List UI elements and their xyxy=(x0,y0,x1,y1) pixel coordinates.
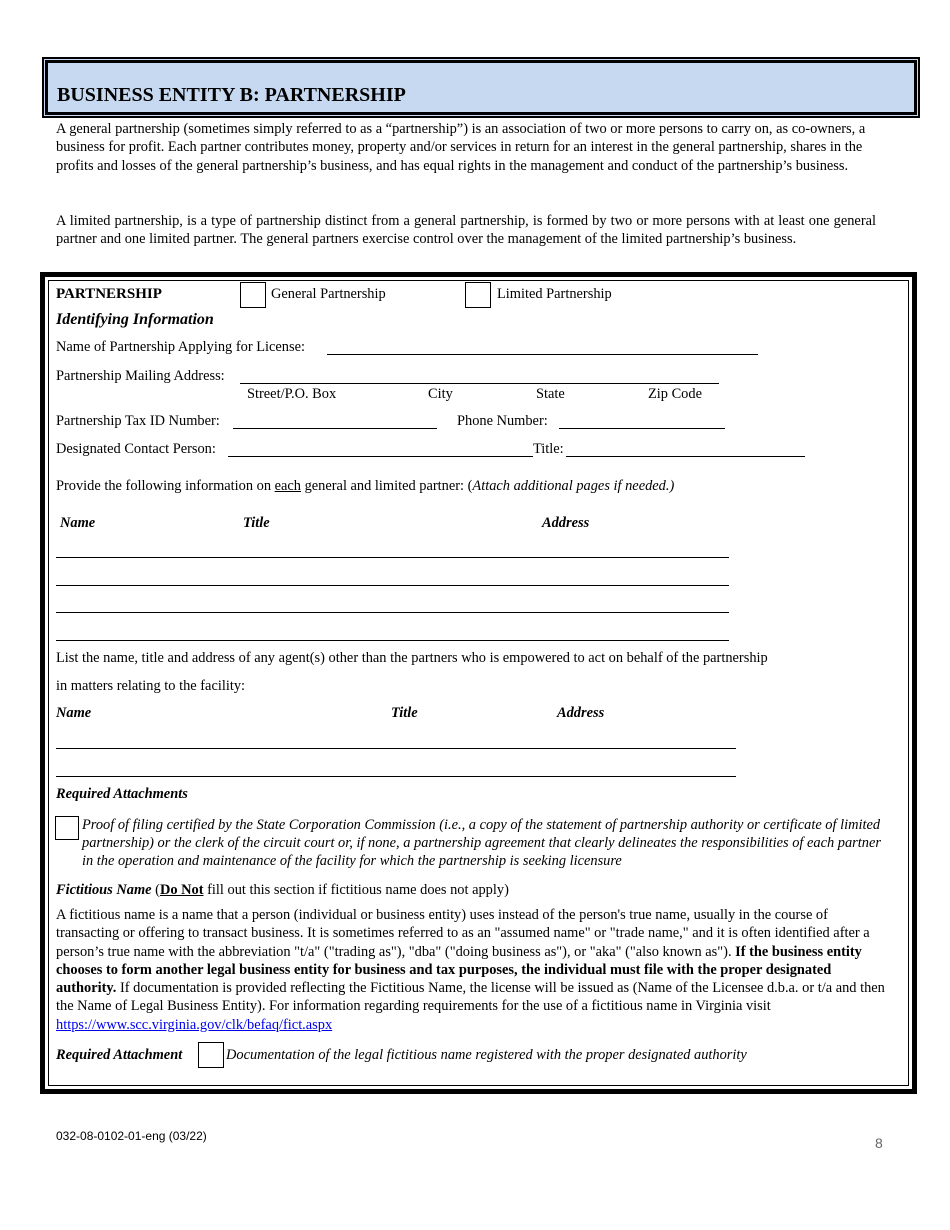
general-partnership-checkbox[interactable] xyxy=(240,282,266,308)
partner-entry-line[interactable] xyxy=(56,585,729,586)
partners-instruction: Provide the following information on each general and limited partner: (Attach additional pages if needed.) xyxy=(56,478,675,494)
tax-id-field[interactable] xyxy=(233,428,437,429)
contact-title-field[interactable] xyxy=(566,456,805,457)
agents-name-column: Name xyxy=(56,705,92,721)
partnership-name-label: Name of Partnership Applying for License: xyxy=(56,339,305,355)
phone-number-field[interactable] xyxy=(559,428,725,429)
contact-person-field[interactable] xyxy=(228,456,533,457)
partners-address-column: Address xyxy=(542,515,590,531)
general-partnership-description: A general partnership (sometimes simply referred to as a “partnership”) is an association of two or more persons to carry on, as co-owners, a business for profit. Each partner contributes money, property and/or services in return for an interest in the general partnership, shares in the profits and losses of the general partnership’s business, and has equal rights in the management and conduct of the partnership’s business. xyxy=(56,121,866,174)
section-title: BUSINESS ENTITY B: PARTNERSHIP xyxy=(57,84,406,106)
agent-entry-line[interactable] xyxy=(56,748,736,749)
scc-fictitious-name-link[interactable]: https://www.scc.virginia.gov/clk/befaq/fict.aspx xyxy=(56,1016,333,1033)
partnership-label: PARTNERSHIP xyxy=(56,286,162,302)
partner-entry-line[interactable] xyxy=(56,557,729,558)
page-number: 8 xyxy=(875,1135,883,1151)
fictitious-documentation-text: Documentation of the legal fictitious name registered with the proper designated authority xyxy=(226,1047,747,1063)
mailing-address-label: Partnership Mailing Address: xyxy=(56,368,225,384)
tax-id-label: Partnership Tax ID Number: xyxy=(56,413,220,429)
fictitious-name-description: A fictitious name is a name that a person (individual or business entity) uses instead of the person's true name, usually in the course of transacting or offering to transact business. It is sometimes referred to as an "assumed name" or "trade name," and it is often identified after a person’s true name with the abbreviation "t/a" ("trading as"), "dba" ("doing business as"), or "aka" ("also known as"). If the business entity chooses to form another legal business entity for business and tax purposes, the individual must file with the proper designated authority. If documentation is provided reflecting the Fictitious Name, the license will be issued as (Name of the Licensee d.b.a. or t/a and then the Name of Legal Business Entity). For information regarding requirements for the use of a fictitious name in Virginia visit https://www.scc.virginia.gov/clk/befaq/fict.aspx xyxy=(56,907,885,1033)
agents-instruction-line-2: in matters relating to the facility: xyxy=(56,678,246,694)
identifying-information-heading: Identifying Information xyxy=(56,311,214,328)
required-attachments-heading: Required Attachments xyxy=(56,786,188,802)
partners-name-column: Name xyxy=(60,515,96,531)
partner-entry-line[interactable] xyxy=(56,640,729,641)
agents-instruction-line-1: List the name, title and address of any agent(s) other than the partners who is empowered to act on behalf of the partnership xyxy=(56,650,768,666)
address-city-caption: City xyxy=(428,386,453,402)
limited-partnership-description: A limited partnership, is a type of partnership distinct from a general partnership, is formed by two or more persons with at least one general partner and one limited partner. The general partners exercise control over the management of the limited partnership’s business. xyxy=(56,213,876,248)
limited-partnership-option-label: Limited Partnership xyxy=(497,286,612,302)
partnership-name-field[interactable] xyxy=(327,354,758,355)
partner-entry-line[interactable] xyxy=(56,612,729,613)
address-zip-caption: Zip Code xyxy=(648,386,702,402)
limited-partnership-checkbox[interactable] xyxy=(465,282,491,308)
contact-title-label: Title: xyxy=(533,441,564,457)
fictitious-documentation-checkbox[interactable] xyxy=(198,1042,224,1068)
general-partnership-option-label: General Partnership xyxy=(271,286,386,302)
fictitious-name-heading: Fictitious Name (Do Not fill out this section if fictitious name does not apply) xyxy=(56,882,509,898)
address-state-caption: State xyxy=(536,386,565,402)
proof-of-filing-text: Proof of filing certified by the State Corporation Commission (i.e., a copy of the statement of partnership authority or certificate of limited partnership) or the clerk of the circuit court or, if none, a partnership agreement that clearly delineates the responsibilities of each partner in the operation and maintenance of the facility for which the partnership is seeking licensure xyxy=(82,817,881,870)
agents-address-column: Address xyxy=(557,705,605,721)
proof-of-filing-checkbox[interactable] xyxy=(55,816,79,840)
phone-number-label: Phone Number: xyxy=(457,413,548,429)
partners-title-column: Title xyxy=(243,515,270,531)
mailing-address-field[interactable] xyxy=(240,383,719,384)
form-code: 032-08-0102-01-eng (03/22) xyxy=(56,1129,207,1143)
agents-title-column: Title xyxy=(391,705,418,721)
address-street-caption: Street/P.O. Box xyxy=(247,386,337,402)
contact-person-label: Designated Contact Person: xyxy=(56,441,216,457)
required-attachment-label: Required Attachment xyxy=(56,1047,183,1063)
agent-entry-line[interactable] xyxy=(56,776,736,777)
